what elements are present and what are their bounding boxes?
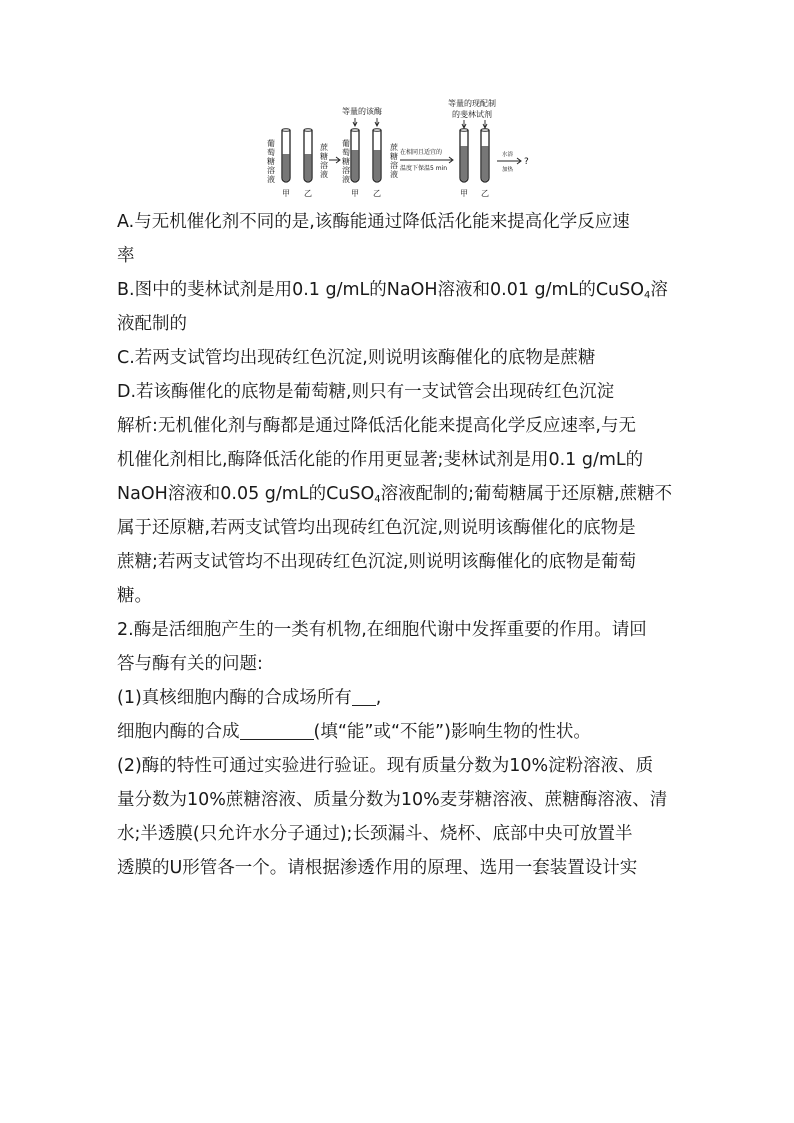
tube-b-label-3: 乙 — [481, 189, 489, 198]
analysis-line-4: 属于还原糖,若两支试管均出现砖红色沉淀,则说明该酶催化的底物是 — [117, 518, 636, 538]
answer-blank-1[interactable] — [352, 687, 376, 706]
part-1b-text: 细胞内酶的合成 — [117, 722, 240, 742]
option-d: D.若该酶催化的底物是葡萄糖,则只有一支试管会出现砖红色沉淀 — [117, 382, 615, 402]
question-2-part-1-line-2 — [117, 715, 687, 749]
sucrose-label-2 — [390, 142, 399, 179]
svg-text:溶: 溶 — [342, 166, 350, 175]
tube-b-label-1: 乙 — [304, 189, 312, 198]
experiment-diagram-svg — [262, 98, 552, 204]
svg-text:萄: 萄 — [267, 148, 275, 157]
experiment-diagram — [262, 98, 552, 204]
test-tube-a-3 — [460, 129, 468, 182]
svg-text:溶: 溶 — [267, 166, 275, 175]
test-tube-a-1 — [282, 129, 290, 182]
option-c: C.若两支试管均出现砖红色沉淀,则说明该酶催化的底物是蔗糖 — [117, 348, 596, 368]
svg-text:糖: 糖 — [342, 157, 350, 166]
test-tube-b-3 — [481, 129, 489, 182]
svg-text:液: 液 — [320, 170, 328, 179]
question-2-part-2-line-4: 透膜的U形管各一个。请根据渗透作用的原理、选用一套装置设计实 — [117, 858, 638, 878]
question-mark: ? — [524, 157, 529, 167]
option-b-text-end: 溶 — [650, 280, 668, 300]
label-fehling-1: 等量的现配制 — [448, 99, 496, 108]
answer-blank-2[interactable] — [240, 721, 314, 740]
question-2-part-2-line-1: (2)酶的特性可通过实验进行验证。现有质量分数为10%淀粉溶液、质 — [117, 756, 654, 776]
analysis-line-6: 糖。 — [117, 586, 152, 606]
svg-text:萄: 萄 — [342, 148, 350, 157]
question-2-line-1: 2.酶是活细胞产生的一类有机物,在细胞代谢中发挥重要的作用。请回 — [117, 620, 647, 640]
question-content — [117, 205, 687, 885]
analysis-text-end: 溶液配制的;葡萄糖属于还原糖,蔗糖不 — [380, 484, 673, 504]
enzyme-arrow-a — [353, 118, 357, 126]
svg-text:葡: 葡 — [342, 139, 350, 148]
analysis-line-5: 蔗糖;若两支试管均不出现砖红色沉淀,则说明该酶催化的底物是葡萄 — [117, 552, 636, 572]
test-tube-b-2 — [373, 129, 381, 182]
question-2-part-1-line-1 — [117, 681, 687, 715]
svg-text:糖: 糖 — [390, 152, 398, 161]
svg-text:糖: 糖 — [320, 152, 328, 161]
fehling-arrow-a — [462, 120, 466, 128]
part-1b-text-end: (填“能”或“不能”)影响生物的性状。 — [313, 722, 591, 742]
arrow-label-1: 在相同且适宜的 — [400, 149, 443, 156]
tube-a-label-3: 甲 — [460, 189, 468, 198]
water-bath-label-1: 水浴 — [502, 152, 514, 158]
question-2-part-2-line-2: 量分数为10%蔗糖溶液、质量分数为10%麦芽糖溶液、蔗糖酶溶液、清 — [117, 790, 668, 810]
question-2-line-2: 答与酶有关的问题: — [117, 654, 263, 674]
tube-b-label-2: 乙 — [373, 189, 381, 198]
option-b-line-1 — [117, 273, 687, 307]
fehling-arrow-b — [483, 120, 487, 128]
question-2-part-2-line-3: 水;半透膜(只允许水分子通过);长颈漏斗、烧杯、底部中央可放置半 — [117, 824, 633, 844]
subscript-4: 4 — [374, 494, 381, 505]
option-b-text: B.图中的斐林试剂是用0.1 g/mL的NaOH溶液和0.01 g/mL的CuSO — [117, 280, 645, 300]
svg-text:液: 液 — [342, 175, 350, 184]
option-a-line-1: A.与无机催化剂不同的是,该酶能通过降低活化能来提高化学反应速 — [117, 212, 630, 232]
tube-a-label-1: 甲 — [282, 189, 290, 198]
sucrose-label-1 — [320, 142, 329, 179]
test-tube-a-2 — [351, 129, 359, 182]
analysis-line-1: 解析:无机催化剂与酶都是通过降低活化能来提高化学反应速率,与无 — [117, 416, 636, 436]
svg-text:液: 液 — [267, 175, 275, 184]
label-enzyme: 等量的该酶 — [342, 107, 382, 116]
svg-text:蔗: 蔗 — [390, 143, 398, 152]
svg-text:糖: 糖 — [267, 157, 275, 166]
glucose-label-left — [267, 138, 275, 184]
part-1-text-end: , — [375, 688, 382, 708]
svg-text:液: 液 — [390, 170, 398, 179]
analysis-line-2: 机催化剂相比,酶降低活化能的作用更显著;斐林试剂是用0.1 g/mL的 — [117, 450, 644, 470]
option-a-line-2: 率 — [117, 246, 135, 266]
part-1-text: (1)真核细胞内酶的合成场所有 — [117, 688, 352, 708]
water-bath-label-2: 加热 — [502, 167, 514, 173]
tube-a-label-2: 甲 — [351, 189, 359, 198]
analysis-line-3 — [117, 477, 687, 511]
label-fehling-2: 的斐林试剂 — [452, 110, 492, 119]
subscript-4: 4 — [644, 290, 651, 301]
svg-text:溶: 溶 — [390, 161, 398, 170]
arrow-incubate — [400, 157, 453, 163]
svg-text:葡: 葡 — [267, 139, 275, 148]
svg-text:溶: 溶 — [320, 161, 328, 170]
analysis-text: NaOH溶液和0.05 g/mL的CuSO — [117, 484, 375, 504]
arrow-label-2: 温度下保温5 min — [400, 165, 448, 172]
enzyme-arrow-b — [375, 118, 379, 126]
svg-text:蔗: 蔗 — [320, 143, 328, 152]
arrow-1 — [329, 157, 340, 163]
option-b-line-2: 液配制的 — [117, 314, 187, 334]
arrow-water-bath — [497, 158, 521, 164]
test-tube-b-1 — [304, 129, 312, 182]
glucose-label-middle — [342, 138, 350, 184]
